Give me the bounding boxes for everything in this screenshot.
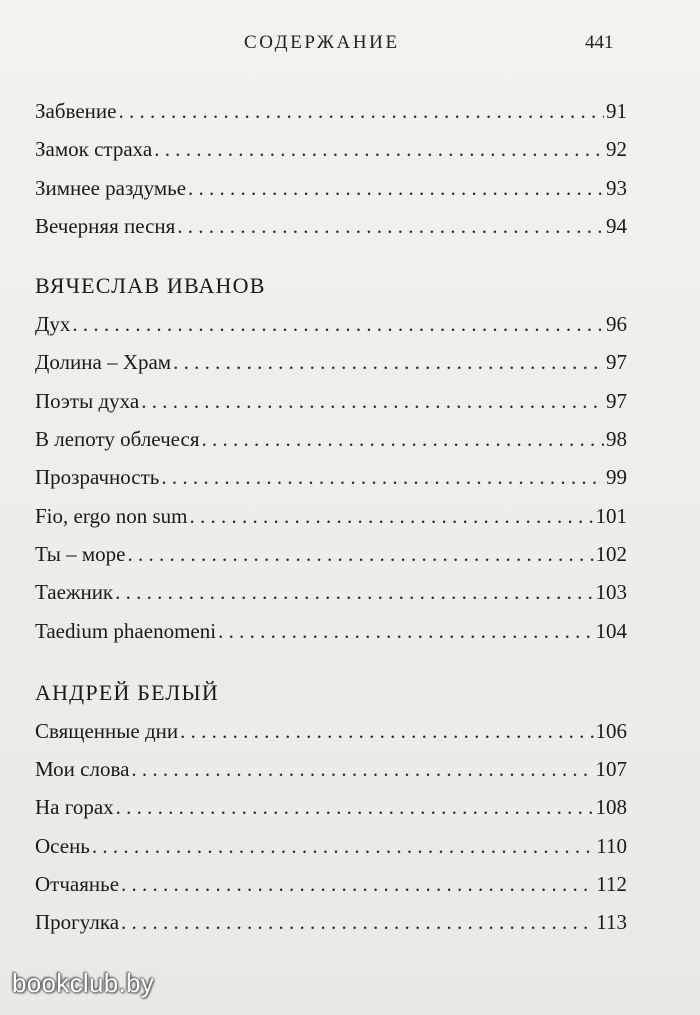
dot-leader <box>180 712 593 750</box>
dot-leader <box>118 92 604 130</box>
toc-entry-page: 102 <box>595 541 627 566</box>
toc-entry <box>35 712 627 750</box>
toc-entry-title: Прозрачность <box>35 465 160 490</box>
dot-leader <box>154 130 604 168</box>
dot-leader <box>189 497 593 535</box>
dot-leader <box>128 535 594 573</box>
dot-leader <box>218 612 593 650</box>
toc-entry-title: В лепоту облечеся <box>35 427 200 452</box>
toc-entry <box>35 169 627 207</box>
toc-entry-title: Fio, ergo non sum <box>35 503 188 528</box>
toc-entry-title: Прогулка <box>35 910 120 935</box>
dot-leader <box>121 865 594 903</box>
dot-leader <box>173 343 604 381</box>
toc-entry-page: 92 <box>606 137 627 162</box>
toc-entry <box>35 865 627 903</box>
toc-entry-page: 96 <box>606 312 627 337</box>
section-heading-author: ВЯЧЕСЛАВ ИВАНОВ <box>35 273 266 299</box>
dot-leader <box>177 207 604 245</box>
toc-entry <box>35 92 627 130</box>
dot-leader <box>141 382 604 420</box>
dot-leader <box>115 573 593 611</box>
toc-entry-title: Осень <box>35 833 90 858</box>
section-heading-author: АНДРЕЙ БЕЛЫЙ <box>35 679 220 705</box>
toc-entry <box>35 497 627 535</box>
dot-leader <box>188 169 604 207</box>
dot-leader <box>92 827 594 865</box>
toc-entry-page: 112 <box>596 872 627 897</box>
dot-leader <box>116 788 594 826</box>
toc-entry <box>35 612 627 650</box>
dot-leader <box>121 903 594 941</box>
toc-entry-page: 103 <box>595 580 627 605</box>
toc-entry-title: Зимнее раздумье <box>35 175 187 200</box>
toc-entry <box>35 458 627 496</box>
toc-entry <box>35 343 627 381</box>
dot-leader <box>131 750 593 788</box>
toc-entry-title: Забвение <box>35 99 117 123</box>
toc-entry <box>35 420 627 458</box>
dot-leader <box>72 305 604 343</box>
page-number: 441 <box>585 32 614 53</box>
toc-entry-title: На горах <box>35 795 114 820</box>
toc-entry-page: 93 <box>606 175 627 200</box>
toc-entry-page: 97 <box>606 350 627 375</box>
table-of-contents <box>35 92 627 942</box>
toc-entry-title: Отчаянье <box>35 872 120 897</box>
toc-entry-title: Поэты духа <box>35 388 140 413</box>
toc-entry <box>35 750 627 788</box>
toc-entry <box>35 573 627 611</box>
toc-entry-title: Замок страха <box>35 137 153 162</box>
toc-entry-page: 91 <box>606 99 627 123</box>
toc-entry <box>35 207 627 245</box>
toc-entry-title: Вечерняя песня <box>35 213 176 238</box>
toc-entry-title: Дух <box>35 312 71 337</box>
dot-leader <box>161 458 604 496</box>
toc-entry-title: Мои слова <box>35 757 130 782</box>
toc-entry <box>35 382 627 420</box>
dot-leader <box>202 420 605 458</box>
toc-entry-page: 104 <box>595 618 627 643</box>
section-spacer <box>35 650 627 674</box>
toc-entry-page: 94 <box>606 213 627 238</box>
toc-entry-page: 106 <box>595 718 627 743</box>
toc-entry-page: 107 <box>595 757 627 782</box>
toc-entry-page: 110 <box>596 833 627 858</box>
toc-entry-title: Священные дни <box>35 718 179 743</box>
page-header <box>0 32 700 62</box>
running-title: СОДЕРЖАНИЕ <box>244 32 400 53</box>
toc-entry-title: Taedium phaenomeni <box>35 618 217 643</box>
toc-entry-page: 101 <box>595 503 627 528</box>
site-watermark: bookclub.by <box>12 968 155 998</box>
toc-entry <box>35 130 627 168</box>
toc-entry <box>35 305 627 343</box>
toc-entry-page: 98 <box>606 427 627 452</box>
toc-entry-page: 108 <box>595 795 627 820</box>
toc-entry-title: Таежник <box>35 580 114 605</box>
toc-entry-page: 113 <box>596 910 627 935</box>
toc-entry-title: Долина – Храм <box>35 350 172 375</box>
toc-entry <box>35 788 627 826</box>
toc-entry-page: 99 <box>606 465 627 490</box>
toc-entry-title: Ты – море <box>35 541 126 566</box>
toc-entry <box>35 535 627 573</box>
toc-entry <box>35 827 627 865</box>
section-spacer <box>35 245 627 267</box>
toc-entry-page: 97 <box>606 388 627 413</box>
toc-entry <box>35 903 627 941</box>
